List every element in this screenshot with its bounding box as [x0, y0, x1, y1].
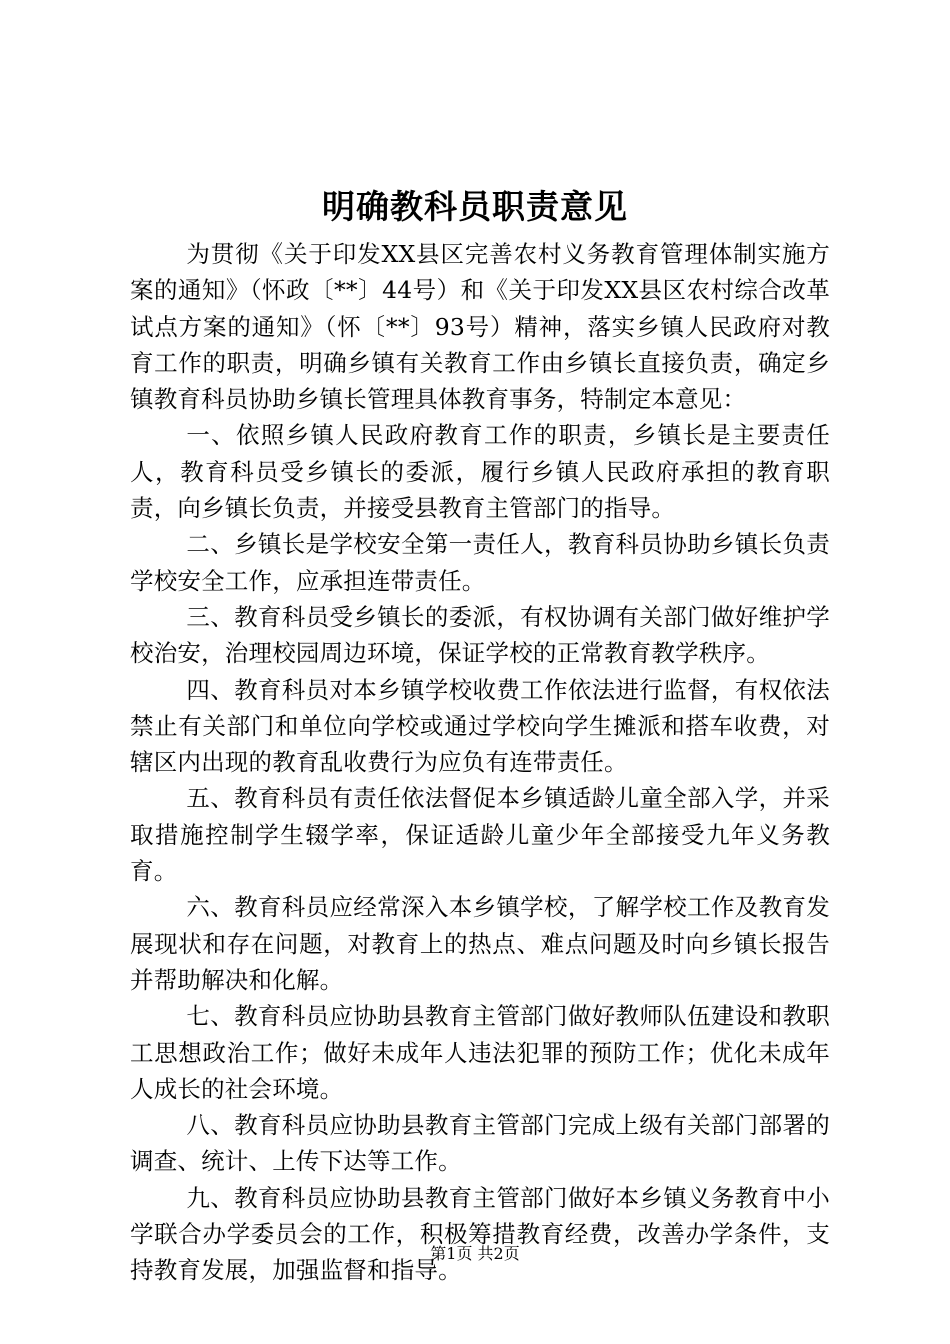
clause-paragraph-6: 六、教育科员应经常深入本乡镇学校，了解学校工作及教育发展现状和存在问题，对教育上的热点、难点问题及时向乡镇长报告并帮助解决和化解。: [130, 893, 830, 994]
intro-paragraph: 为贯彻《关于印发XX县区完善农村义务教育管理体制实施方案的通知》（怀政〔**〕44号）和《关于印发XX县区农村综合改革试点方案的通知》（怀〔**〕93号）精神，落实乡镇人民政府对教育工作的职责，明确乡镇有关教育工作由乡镇长直接负责，确定乡镇教育科员协助乡镇长管理具体教育事务，特制定本意见：: [130, 240, 830, 414]
clause-paragraph-2: 二、乡镇长是学校安全第一责任人，教育科员协助乡镇长负责学校安全工作，应承担连带责任。: [130, 530, 830, 595]
clause-paragraph-8: 八、教育科员应协助县教育主管部门完成上级有关部门部署的调查、统计、上传下达等工作。: [130, 1111, 830, 1176]
clause-paragraph-7: 七、教育科员应协助县教育主管部门做好教师队伍建设和教职工思想政治工作；做好未成年人违法犯罪的预防工作；优化未成年人成长的社会环境。: [130, 1002, 830, 1103]
document-body: [130, 236, 830, 1289]
clause-paragraph-4: 四、教育科员对本乡镇学校收费工作依法进行监督，有权依法禁止有关部门和单位向学校或通过学校向学生摊派和搭车收费，对辖区内出现的教育乱收费行为应负有连带责任。: [130, 675, 830, 777]
clause-paragraph-3: 三、教育科员受乡镇长的委派，有权协调有关部门做好维护学校治安，治理校园周边环境，保证学校的正常教育教学秩序。: [130, 602, 830, 668]
document-title: 明确教科员职责意见: [322, 187, 628, 226]
page-number: 第1页 共2页: [430, 1244, 520, 1263]
clause-paragraph-5: 五、教育科员有责任依法督促本乡镇适龄儿童全部入学，并采取措施控制学生辍学率，保证适龄儿童少年全部接受九年义务教育。: [130, 784, 830, 886]
clause-paragraph-1: 一、依照乡镇人民政府教育工作的职责，乡镇长是主要责任人，教育科员受乡镇长的委派，履行乡镇人民政府承担的教育职责，向乡镇长负责，并接受县教育主管部门的指导。: [130, 421, 830, 523]
clause-paragraph-9: 九、教育科员应协助县教育主管部门做好本乡镇义务教育中小学联合办学委员会的工作，积极筹措教育经费，改善办学条件，支持教育发展，加强监督和指导。: [130, 1183, 830, 1285]
